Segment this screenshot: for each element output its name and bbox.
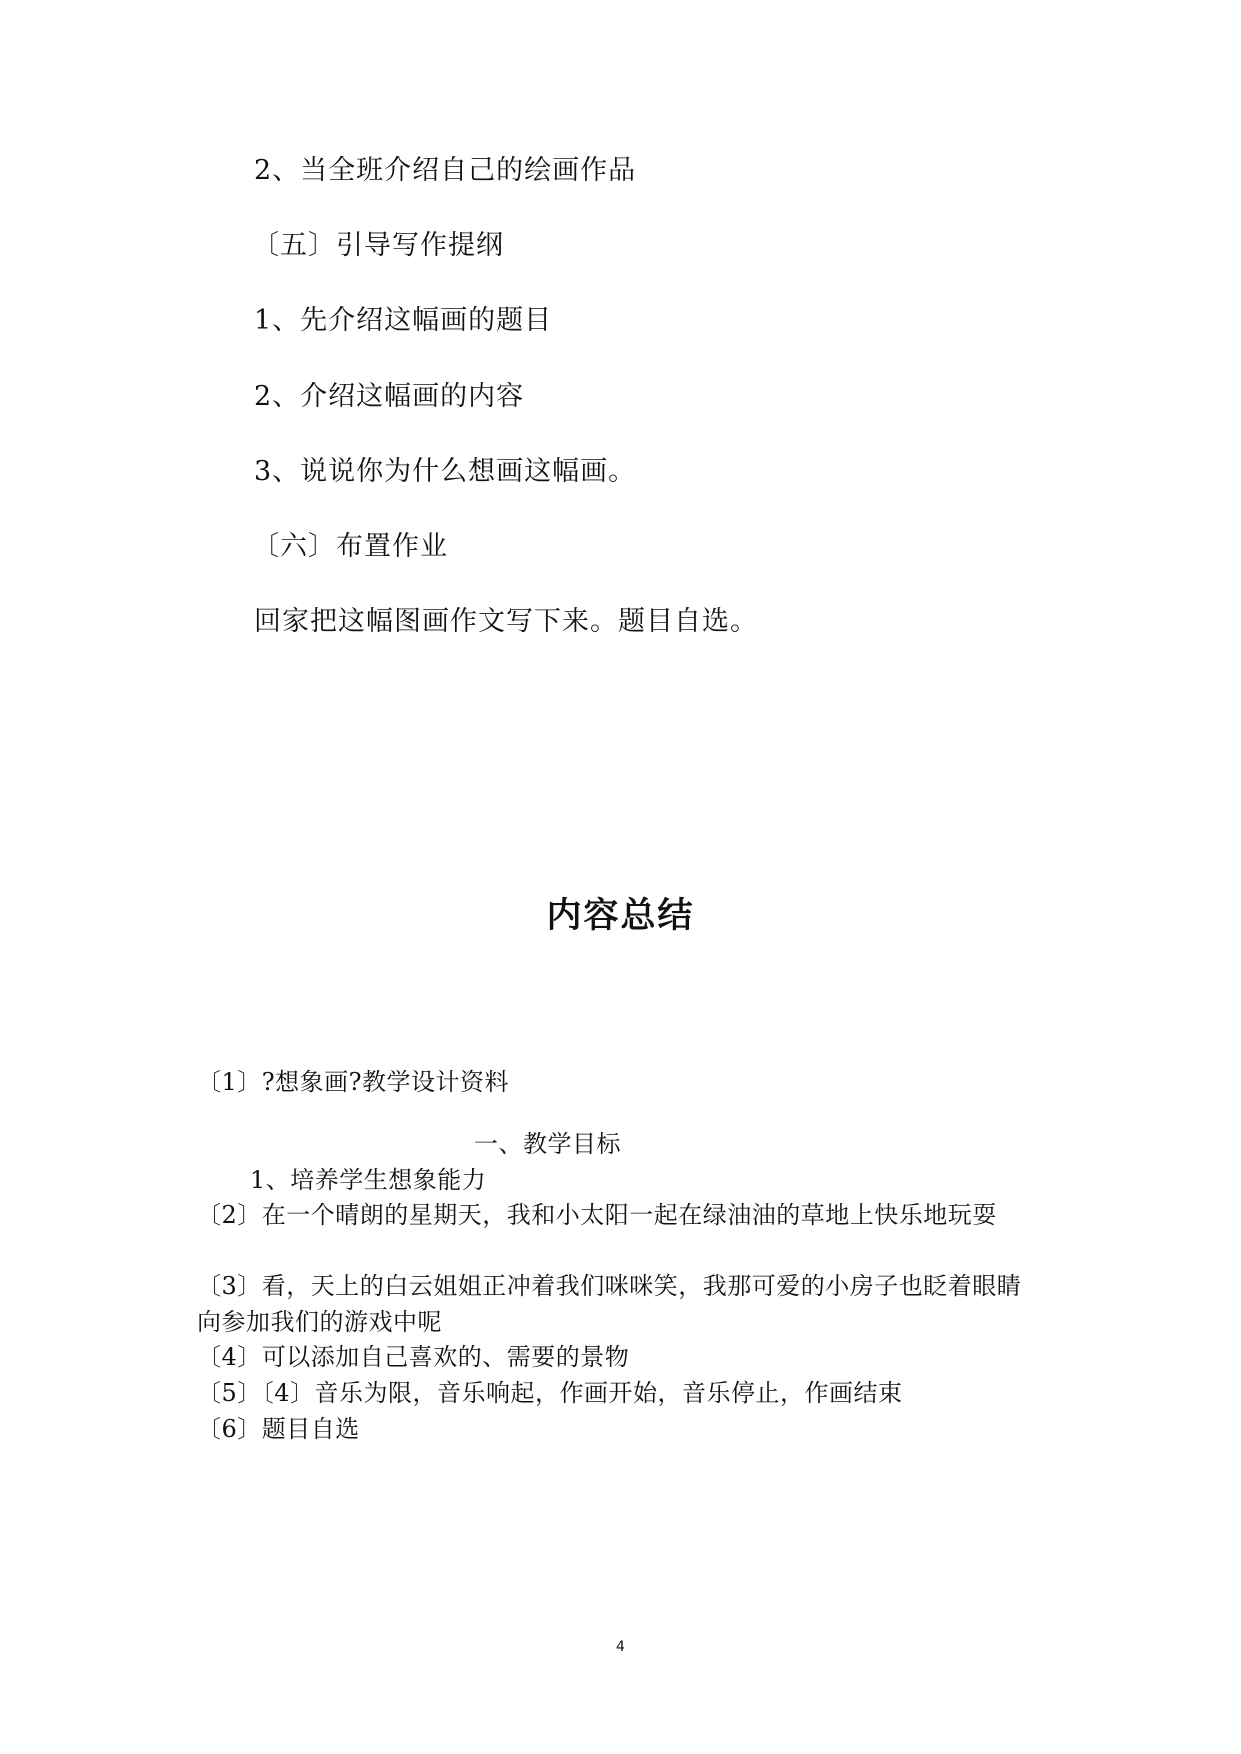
page-number: 4 bbox=[616, 1639, 625, 1655]
summary-item: 〔5〕〔4〕音乐为限，音乐响起，作画开始，音乐停止，作画结束 bbox=[197, 1379, 903, 1407]
summary-item: 〔4〕可以添加自己喜欢的、需要的景物 bbox=[197, 1343, 630, 1371]
text-line: 1、先介绍这幅画的题目 bbox=[254, 305, 553, 336]
section-heading: 〔五〕引导写作提纲 bbox=[252, 230, 504, 261]
text-line: 回家把这幅图画作文写下来。题目自选。 bbox=[254, 606, 758, 637]
summary-item: 〔3〕看，天上的白云姐姐正冲着我们咪咪笑，我那可爱的小房子也眨着眼睛向参加我们的游戏中呢 bbox=[197, 1272, 1022, 1336]
summary-item: 〔2〕在一个晴朗的星期天，我和小太阳一起在绿油油的草地上快乐地玩耍 bbox=[197, 1201, 997, 1229]
text-line: 3、说说你为什么想画这幅画。 bbox=[254, 456, 637, 487]
summary-item: 〔6〕题目自选 bbox=[197, 1415, 360, 1443]
text-line: 2、当全班介绍自己的绘画作品 bbox=[254, 155, 637, 186]
section-heading: 〔六〕布置作业 bbox=[252, 531, 448, 562]
text-line: 2、介绍这幅画的内容 bbox=[254, 381, 525, 412]
summary-title: 内容总结 bbox=[546, 896, 695, 936]
summary-goal: 1、培养学生想象能力 bbox=[250, 1166, 487, 1194]
summary-item: 〔1〕?想象画?教学设计资料 bbox=[197, 1068, 510, 1096]
summary-heading: 一、教学目标 bbox=[474, 1130, 621, 1158]
